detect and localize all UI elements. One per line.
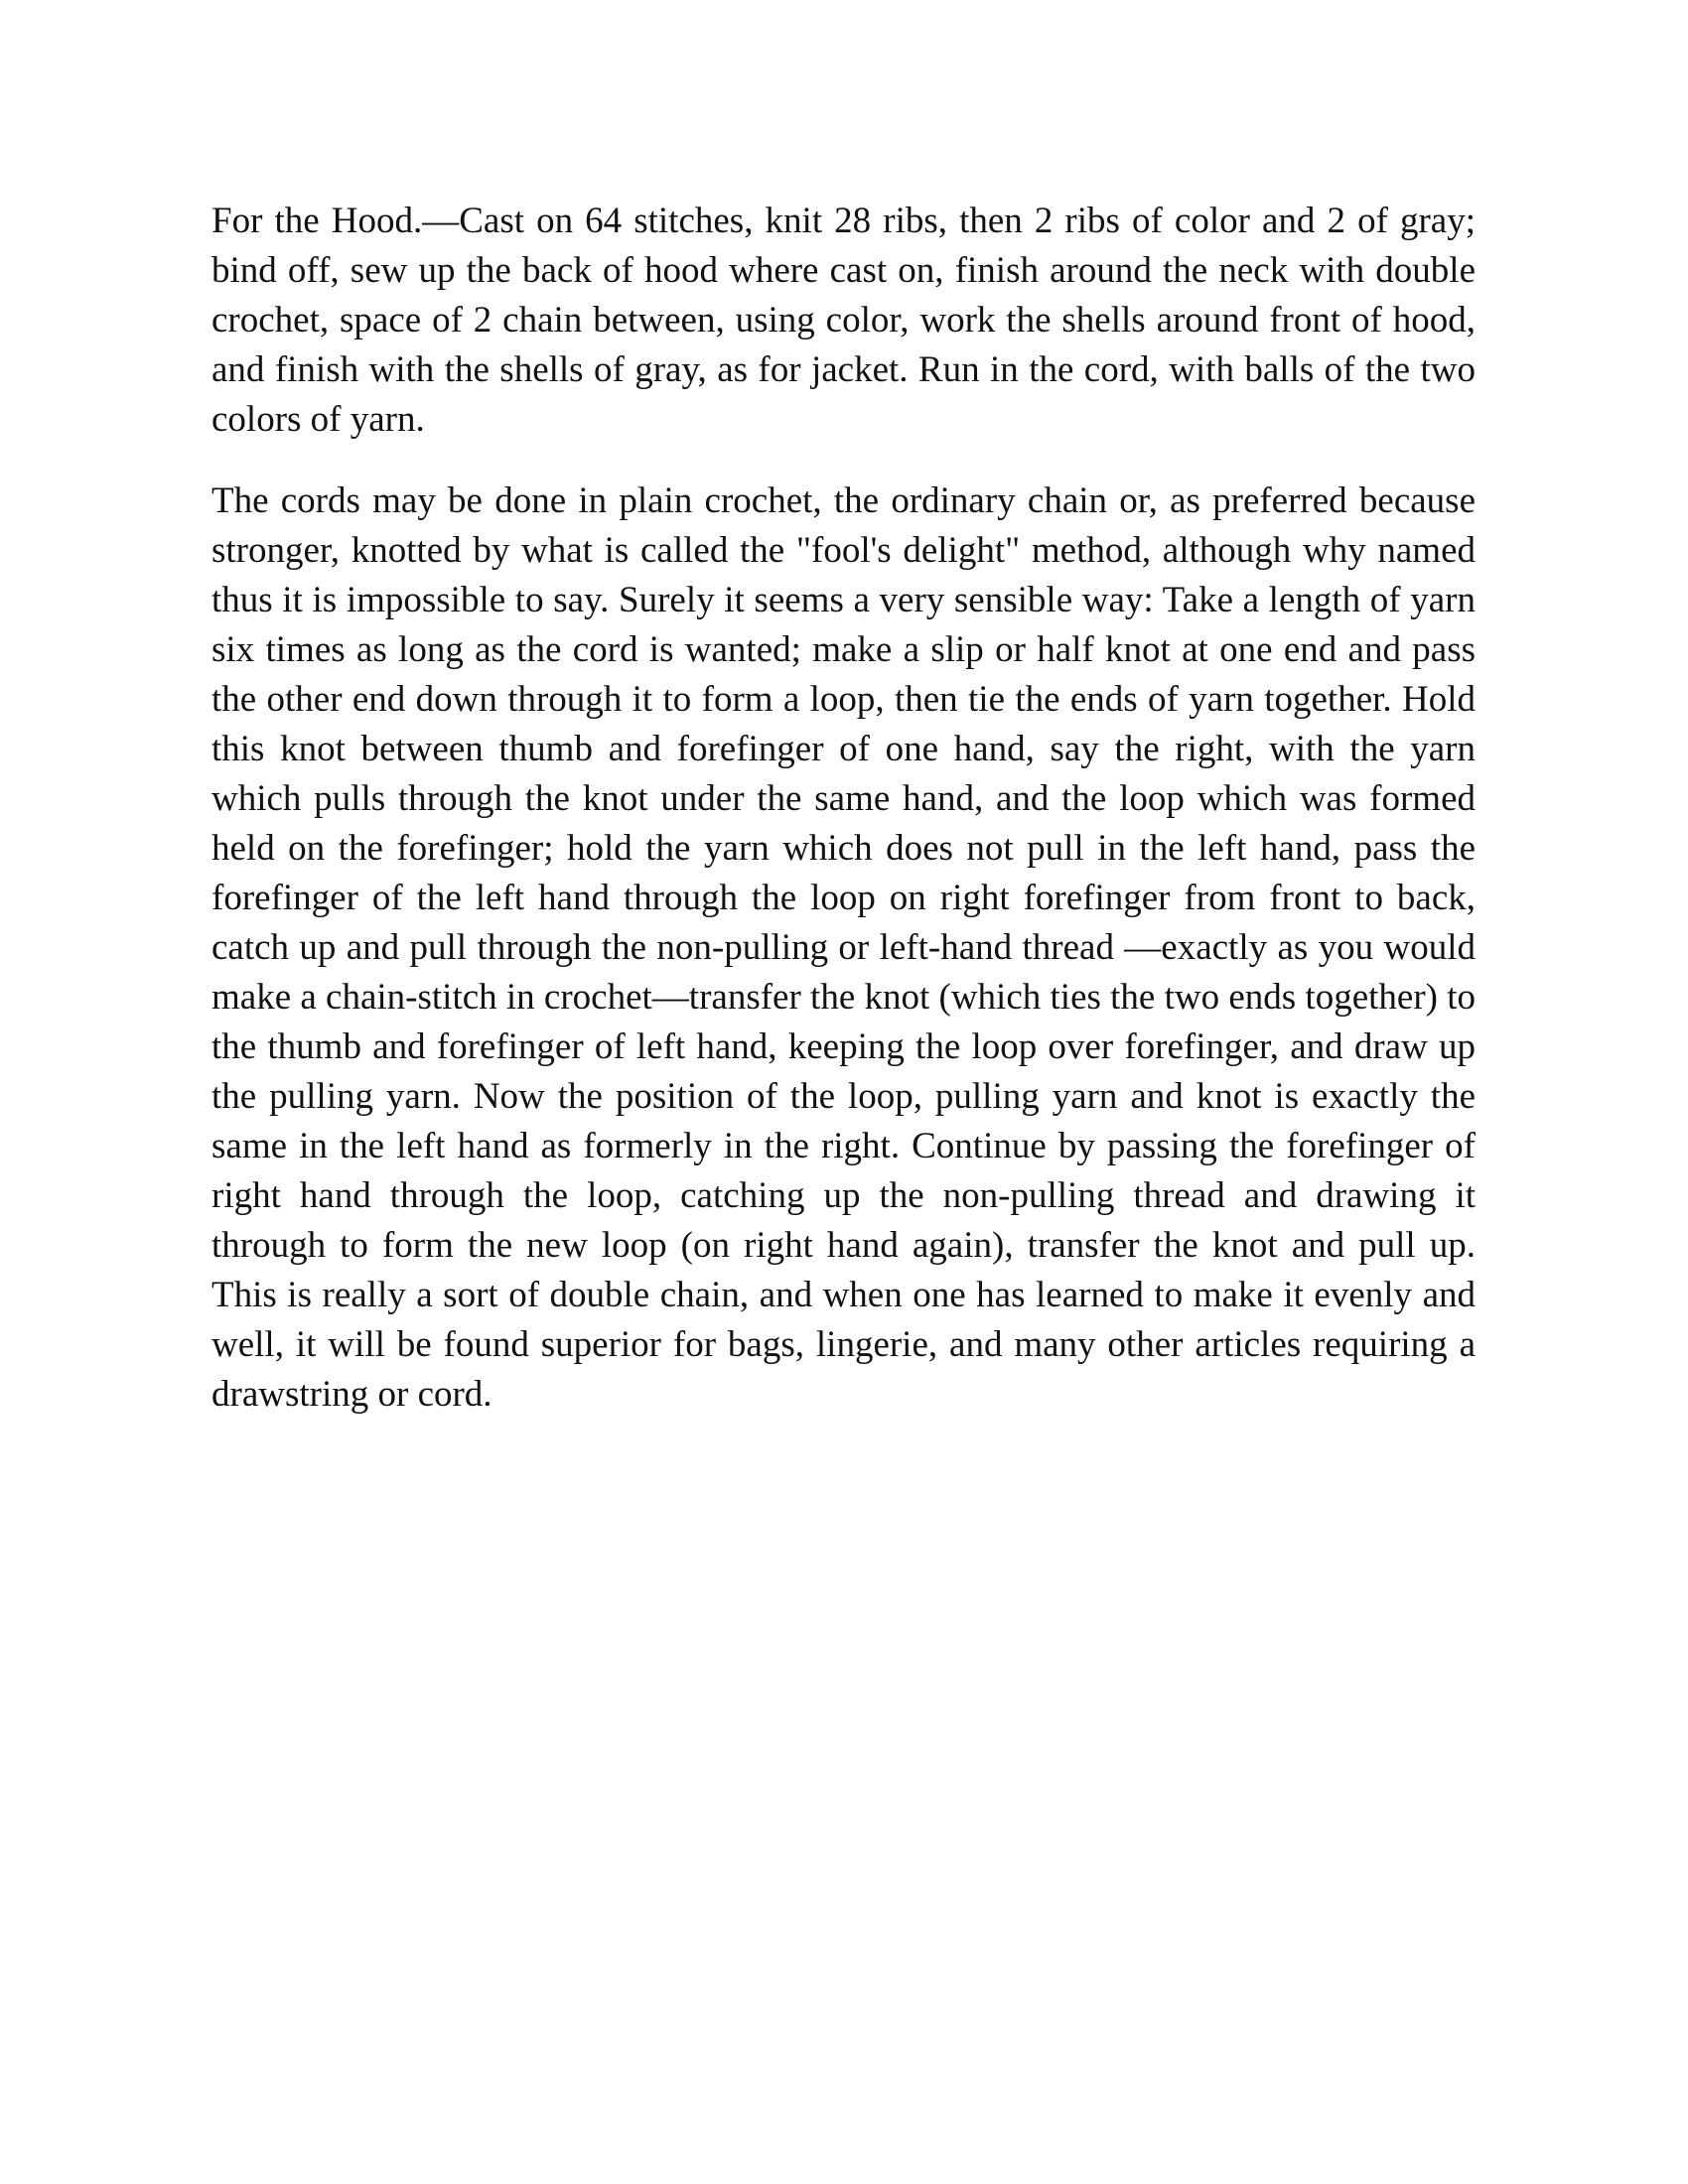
paragraph-hood-instructions: For the Hood.—Cast on 64 stitches, knit 28 ribs, then 2 ribs of color and 2 of gray; bind off, sew up the back of hood where cast on, finish around the neck with double crochet, space of 2 chain between, using color, work the shells around front of hood, and finish with the shells of gray, as for jacket. Run in the cord, with balls of the two colors of yarn. <box>211 201 1476 440</box>
paragraph-cord-instructions: The cords may be done in plain crochet, the ordinary chain or, as preferred because stronger, knotted by what is called the "fool's delight" method, although why named thus it is impossible to say. Surely it seems a very sensible way: Take a length of yarn six times as long as the cord is wanted; make a slip or half knot at one end and pass the other end down through it to form a loop, then tie the ends of yarn together. Hold this knot between thumb and forefinger of one hand, say the right, with the yarn which pulls through the knot under the same hand, and the loop which was formed held on the forefinger; hold the yarn which does not pull in the left hand, pass the forefinger of the left hand through the loop on right forefinger from front to back, catch up and pull through the non-pulling or left-hand thread —exactly as you would make a chain-stitch in crochet—transfer the knot (which ties the two ends together) to the thumb and forefinger of left hand, keeping the loop over forefinger, and draw up the pulling yarn. Now the position of the loop, pulling yarn and knot is exactly the same in the left hand as formerly in the right. Continue by passing the forefinger of right hand through the loop, catching up the non-pulling thread and drawing it through to form the new loop (on right hand again), transfer the knot and pull up. This is really a sort of double chain, and when one has learned to make it evenly and well, it will be found superior for bags, lingerie, and many other articles requiring a drawstring or cord. <box>211 480 1476 1415</box>
body-text <box>211 197 1476 1451</box>
